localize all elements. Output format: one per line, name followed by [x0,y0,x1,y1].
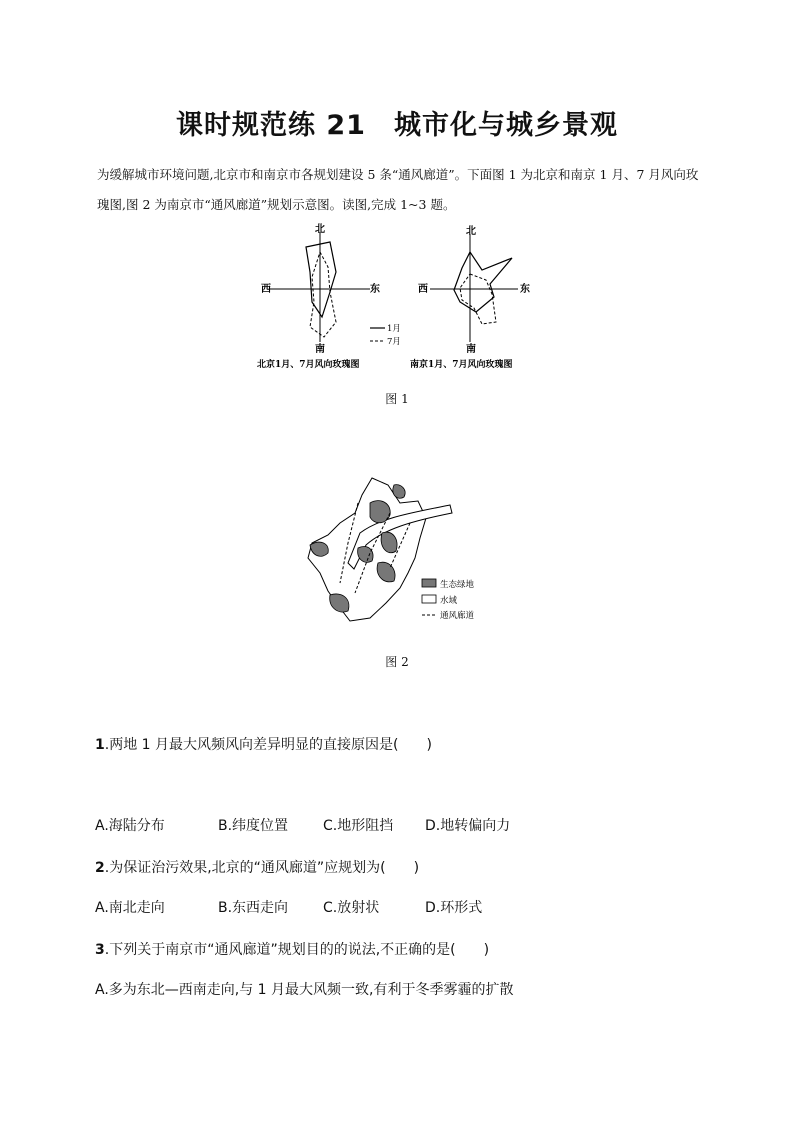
legend-jan-label: 1月 [387,324,401,334]
question-1-option-d[interactable]: D.地转偏向力 [425,818,511,834]
page-title: 课时规范练 21 城市化与城乡景观 [176,110,618,141]
beijing-jul-line [310,252,336,337]
question-2-option-a[interactable]: A.南北走向 [95,900,165,916]
legend-green-label: 生态绿地 [440,580,475,590]
question-3-number: 3 [95,942,105,958]
nanjing-jul-line [460,274,496,324]
legend-water-label: 水域 [440,596,458,606]
figure-1-wind-roses [250,222,550,372]
question-2-option-b[interactable]: B.东西走向 [218,900,289,916]
nanjing-jan-line [454,252,512,312]
question-2-option-d[interactable]: D.环形式 [425,900,483,916]
question-1 [95,734,432,754]
nanjing-wind-rose [410,225,530,370]
legend-jul-label: 7月 [387,337,401,347]
question-1-text: .两地 1 月最大风频风向差异明显的直接原因是( ) [104,737,432,753]
question-1-option-b[interactable]: B.纬度位置 [218,818,289,834]
question-2-option-c[interactable]: C.放射状 [323,900,380,916]
legend-corridor-label: 通风廊道 [440,611,475,621]
question-2 [95,857,419,877]
nanjing-west-label: 西 [418,284,428,295]
beijing-south-label: 南 [315,344,325,355]
nanjing-rose-label: 南京1月、7月风向玫瑰图 [410,360,513,370]
question-1-number: 1 [95,737,105,753]
figure-1-caption: 图 1 [385,392,409,406]
question-3 [95,939,489,959]
question-3-option-a[interactable]: A.多为东北—西南走向,与 1 月最大风频一致,有利于冬季雾霾的扩散 [95,982,514,998]
nanjing-south-label: 南 [466,344,476,355]
question-3-text: .下列关于南京市“通风廊道”规划目的的说法,不正确的是( ) [104,942,490,958]
beijing-wind-rose [257,223,401,370]
green-area [393,485,405,499]
beijing-west-label: 西 [261,284,271,295]
beijing-rose-label: 北京1月、7月风向玫瑰图 [257,360,360,370]
question-2-number: 2 [95,860,105,876]
question-1-option-c[interactable]: C.地形阻挡 [323,818,394,834]
beijing-north-label: 北 [315,224,325,235]
beijing-east-label: 东 [370,284,380,295]
intro-paragraph: 为缓解城市环境问题,北京市和南京市各规划建设 5 条“通风廊道”。下面图 1 为北京和南京 1 月、7 月风向玫瑰图,图 2 为南京市“通风廊道”规划示意图。读图,完成 1~3 题。 [97,167,699,212]
question-2-text: .为保证治污效果,北京的“通风廊道”应规划为( ) [104,860,420,876]
nanjing-east-label: 东 [520,284,530,295]
question-1-option-a[interactable]: A.海陆分布 [95,818,165,834]
figure-2-caption: 图 2 [385,655,409,669]
figure-2-corridor-map [300,473,500,633]
nanjing-north-label: 北 [466,226,476,237]
figure-2-legend [422,579,475,621]
